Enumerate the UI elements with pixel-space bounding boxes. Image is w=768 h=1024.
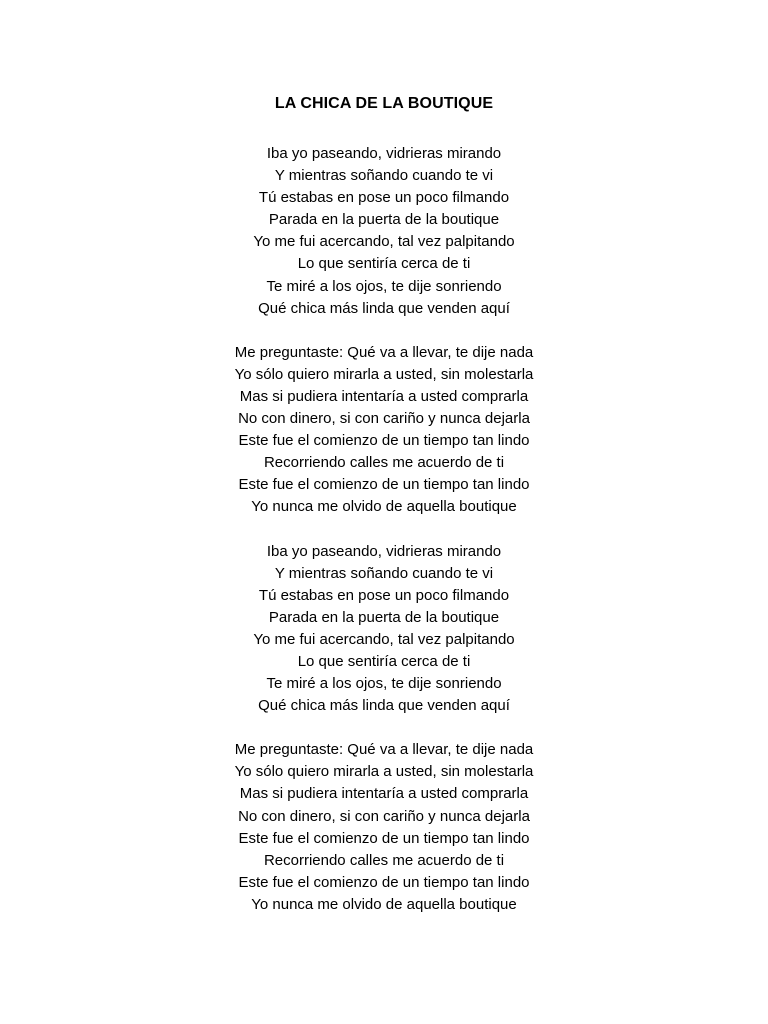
lyric-line: Yo sólo quiero mirarla a usted, sin molestarla bbox=[234, 763, 534, 781]
lyric-line: Mas si pudiera intentaría a usted comprarla bbox=[239, 785, 529, 803]
lyric-line: Yo nunca me olvido de aquella boutique bbox=[251, 498, 517, 516]
lyric-line: Lo que sentiría cerca de ti bbox=[297, 652, 471, 670]
lyric-line: Mas si pudiera intentaría a usted comprarla bbox=[239, 387, 529, 405]
lyric-line: Este fue el comienzo de un tiempo tan lindo bbox=[238, 476, 530, 494]
lyric-line: No con dinero, si con cariño y nunca dejarla bbox=[238, 410, 530, 428]
lyric-line: Este fue el comienzo de un tiempo tan lindo bbox=[238, 829, 530, 847]
stanza-4 bbox=[0, 739, 768, 916]
lyric-line: Me preguntaste: Qué va a llevar, te dije nada bbox=[234, 343, 534, 361]
lyric-line: Y mientras soñando cuando te vi bbox=[274, 167, 494, 185]
lyric-line: Me preguntaste: Qué va a llevar, te dije nada bbox=[234, 741, 534, 759]
lyric-line: Iba yo paseando, vidrieras mirando bbox=[266, 145, 502, 162]
lyric-line: Iba yo paseando, vidrieras mirando bbox=[266, 542, 502, 560]
lyric-line: Yo sólo quiero mirarla a usted, sin molestarla bbox=[234, 365, 534, 383]
lyric-line: No con dinero, si con cariño y nunca dejarla bbox=[238, 807, 530, 825]
lyric-line: Recorriendo calles me acuerdo de ti bbox=[263, 454, 505, 472]
lyric-line: Qué chica más linda que venden aquí bbox=[258, 299, 510, 317]
lyric-line: Lo que sentiría cerca de ti bbox=[297, 255, 471, 273]
stanza-2 bbox=[0, 342, 768, 519]
stanza-1 bbox=[0, 143, 768, 320]
lyric-line: Tú estabas en pose un poco filmando bbox=[258, 189, 510, 207]
lyric-line: Parada en la puerta de la boutique bbox=[268, 211, 500, 229]
lyrics-body bbox=[0, 143, 768, 938]
lyric-line: Recorriendo calles me acuerdo de ti bbox=[263, 851, 505, 869]
lyric-line: Qué chica más linda que venden aquí bbox=[258, 697, 510, 715]
lyric-line: Te miré a los ojos, te dije sonriendo bbox=[266, 277, 502, 295]
lyric-line: Este fue el comienzo de un tiempo tan lindo bbox=[238, 873, 530, 891]
lyric-line: Te miré a los ojos, te dije sonriendo bbox=[266, 675, 502, 693]
lyric-line: Yo me fui acercando, tal vez palpitando bbox=[253, 630, 515, 648]
page-title: LA CHICA DE LA BOUTIQUE bbox=[274, 95, 494, 112]
lyric-line: Yo me fui acercando, tal vez palpitando bbox=[253, 233, 515, 251]
lyric-line: Yo nunca me olvido de aquella boutique bbox=[251, 895, 517, 913]
lyric-line: Y mientras soñando cuando te vi bbox=[274, 564, 494, 582]
lyric-line: Parada en la puerta de la boutique bbox=[268, 608, 500, 626]
lyric-line: Este fue el comienzo de un tiempo tan lindo bbox=[238, 432, 530, 450]
lyric-line: Tú estabas en pose un poco filmando bbox=[258, 586, 510, 604]
stanza-3 bbox=[0, 541, 768, 718]
